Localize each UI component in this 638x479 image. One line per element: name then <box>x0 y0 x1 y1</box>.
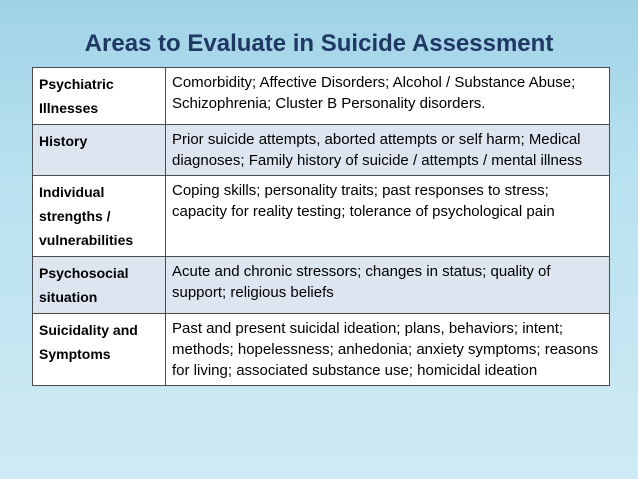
row-content: Coping skills; personality traits; past responses to stress; capacity for reality testing; tolerance of psychological pain <box>166 176 610 257</box>
table-row <box>33 257 610 314</box>
slide-title: Areas to Evaluate in Suicide Assessment <box>84 30 554 57</box>
row-content: Comorbidity; Affective Disorders; Alcohol / Substance Abuse; Schizophrenia; Cluster B Personality disorders. <box>166 68 610 125</box>
row-label: Psychiatric Illnesses <box>33 68 166 125</box>
row-label: Psychosocial situation <box>33 257 166 314</box>
row-label: Suicidality and Symptoms <box>33 314 166 386</box>
row-content: Prior suicide attempts, aborted attempts or self harm; Medical diagnoses; Family history of suicide / attempts / mental illness <box>166 125 610 176</box>
row-label: History <box>33 125 166 176</box>
assessment-table <box>32 67 610 386</box>
table-row <box>33 125 610 176</box>
row-label: Individual strengths / vulnerabilities <box>33 176 166 257</box>
table-row <box>33 314 610 386</box>
table-row <box>33 176 610 257</box>
row-content: Past and present suicidal ideation; plans, behaviors; intent; methods; hopelessness; anhedonia; anxiety symptoms; reasons for living; associated substance use; homicidal ideation <box>166 314 610 386</box>
table-row <box>33 68 610 125</box>
row-content: Acute and chronic stressors; changes in status; quality of support; religious beliefs <box>166 257 610 314</box>
